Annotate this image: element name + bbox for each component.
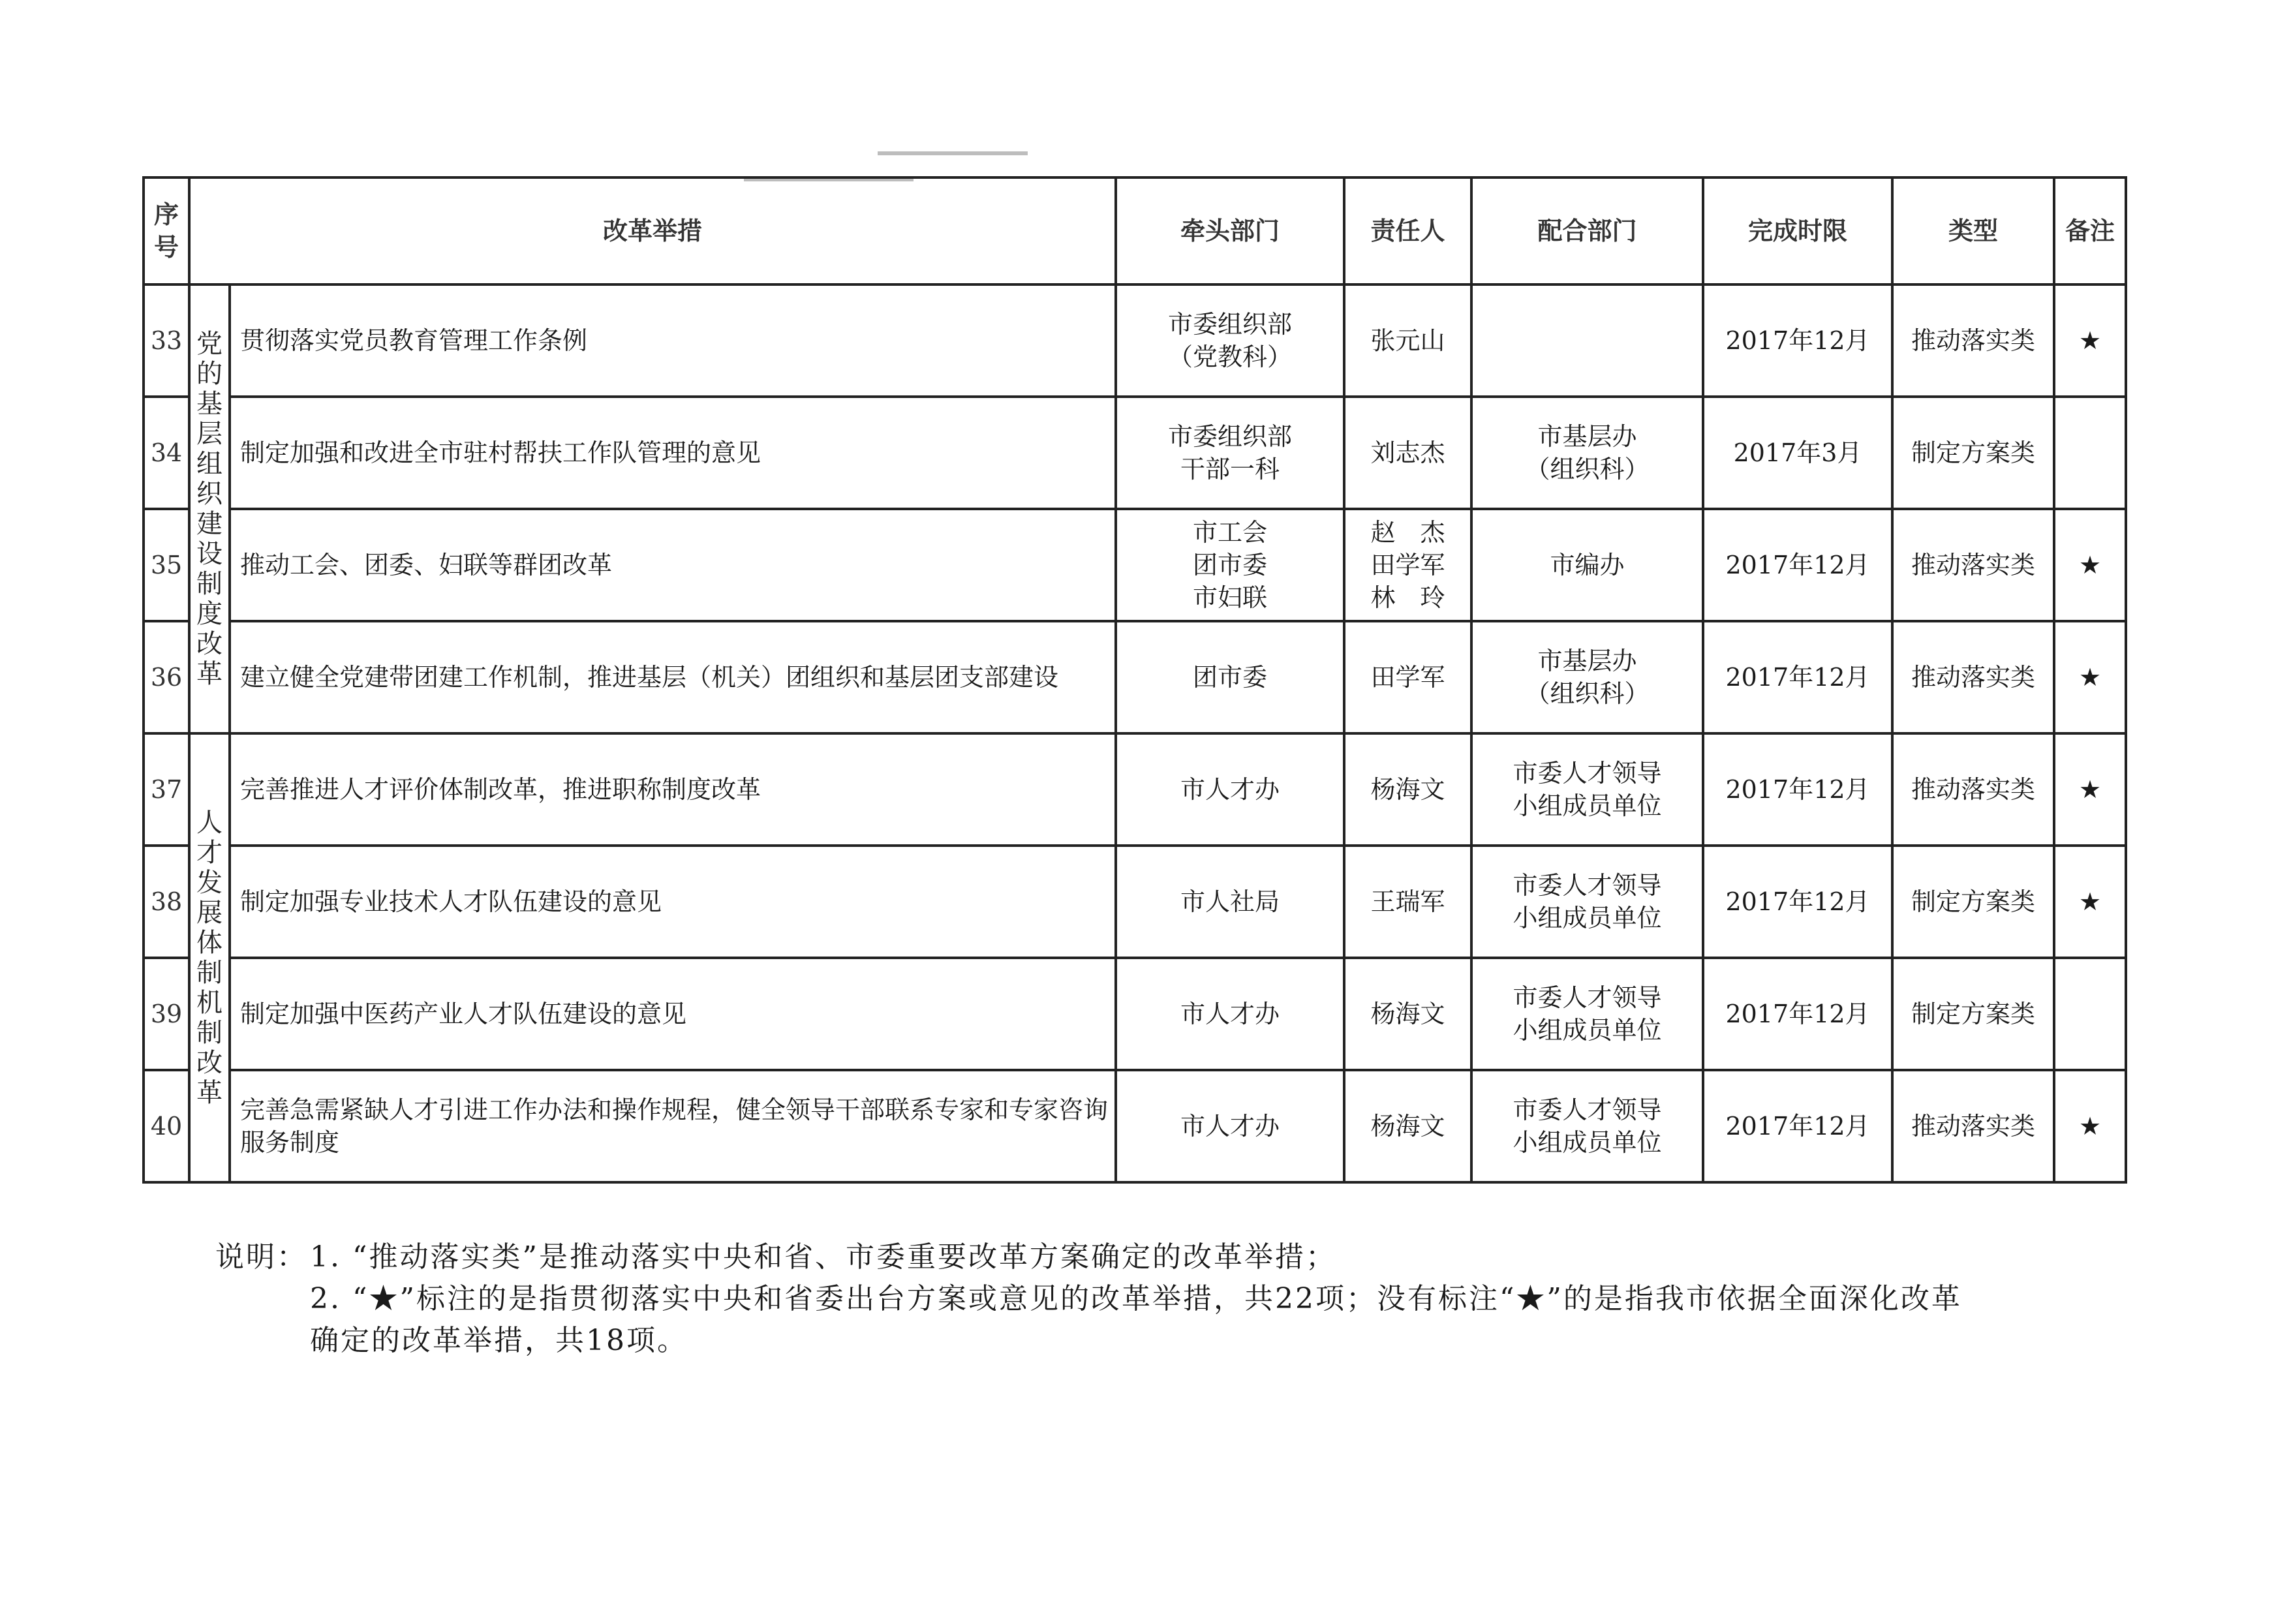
star-mark: ★ [2054, 846, 2126, 958]
row-deadline: 2017年12月 [1703, 509, 1892, 621]
row-lead-dept: 市人才办 [1116, 958, 1344, 1070]
row-lead-dept: 团市委 [1116, 621, 1344, 733]
row-seq: 39 [144, 958, 189, 1070]
row-lead-dept: 市人社局 [1116, 846, 1344, 958]
row-lead-dept: 市工会 团市委 市妇联 [1116, 509, 1344, 621]
row-seq: 40 [144, 1070, 189, 1182]
row-owner: 王瑞军 [1344, 846, 1471, 958]
header-deadline: 完成时限 [1703, 177, 1892, 284]
table-row [144, 733, 2126, 846]
row-owner: 杨海文 [1344, 958, 1471, 1070]
row-owner: 杨海文 [1344, 1070, 1471, 1182]
row-type: 推动落实类 [1892, 284, 2054, 397]
row-coop-dept: 市委人才领导 小组成员单位 [1471, 846, 1703, 958]
row-owner: 张元山 [1344, 284, 1471, 397]
note-item-1: 1. “推动落实类”是推动落实中央和省、市委重要改革方案确定的改革举措； [310, 1240, 1336, 1274]
star-mark: ★ [2054, 1070, 2126, 1182]
row-measure: 制定加强和改进全市驻村帮扶工作队管理的意见 [230, 397, 1116, 509]
table-row [144, 958, 2126, 1070]
row-coop-dept: 市委人才领导 小组成员单位 [1471, 1070, 1703, 1182]
row-type: 推动落实类 [1892, 509, 2054, 621]
row-coop-dept: 市基层办 （组织科） [1471, 621, 1703, 733]
row-coop-dept: 市委人才领导 小组成员单位 [1471, 958, 1703, 1070]
header-remark: 备注 [2054, 177, 2126, 284]
row-lead-dept: 市委组织部 （党教科） [1116, 284, 1344, 397]
table-row [144, 397, 2126, 509]
notes-label: 说明： [215, 1240, 307, 1274]
row-type: 制定方案类 [1892, 846, 2054, 958]
row-type: 推动落实类 [1892, 621, 2054, 733]
row-coop-dept: 市编办 [1471, 509, 1703, 621]
table-row [144, 621, 2126, 733]
row-measure: 建立健全党建带团建工作机制，推进基层（机关）团组织和基层团支部建设 [230, 621, 1116, 733]
row-type: 推动落实类 [1892, 733, 2054, 846]
row-type: 制定方案类 [1892, 397, 2054, 509]
row-deadline: 2017年12月 [1703, 284, 1892, 397]
row-seq: 35 [144, 509, 189, 621]
reform-measures-table [142, 176, 2127, 1184]
header-type: 类型 [1892, 177, 2054, 284]
header-row [144, 177, 2126, 284]
row-measure: 贯彻落实党员教育管理工作条例 [230, 284, 1116, 397]
row-deadline: 2017年12月 [1703, 733, 1892, 846]
star-mark: ★ [2054, 621, 2126, 733]
row-owner: 刘志杰 [1344, 397, 1471, 509]
row-coop-dept: 市基层办 （组织科） [1471, 397, 1703, 509]
notes-section [215, 1236, 2134, 1362]
row-deadline: 2017年12月 [1703, 621, 1892, 733]
header-lead-dept: 牵头部门 [1116, 177, 1344, 284]
row-type: 制定方案类 [1892, 958, 2054, 1070]
star-mark: ★ [2054, 509, 2126, 621]
row-lead-dept: 市委组织部 干部一科 [1116, 397, 1344, 509]
star-mark [2054, 958, 2126, 1070]
table-row [144, 1070, 2126, 1182]
header-measure: 改革举措 [189, 177, 1116, 284]
note-item-2-line-2: 确定的改革举措，共18项。 [310, 1324, 688, 1357]
star-mark [2054, 397, 2126, 509]
row-coop-dept [1471, 284, 1703, 397]
table-row [144, 846, 2126, 958]
star-mark: ★ [2054, 284, 2126, 397]
row-type: 推动落实类 [1892, 1070, 2054, 1182]
row-lead-dept: 市人才办 [1116, 1070, 1344, 1182]
note-item-2-line-1: 2. “★”标注的是指贯彻落实中央和省委出台方案或意见的改革举措，共22项；没有标注“★”的是指我市依据全面深化改革 [310, 1282, 1962, 1315]
table-row [144, 284, 2126, 397]
row-coop-dept: 市委人才领导 小组成员单位 [1471, 733, 1703, 846]
row-deadline: 2017年12月 [1703, 958, 1892, 1070]
row-lead-dept: 市人才办 [1116, 733, 1344, 846]
row-deadline: 2017年12月 [1703, 1070, 1892, 1182]
category-talent-development: 人才发展体制机制改革 [189, 733, 230, 1182]
star-mark: ★ [2054, 733, 2126, 846]
scan-artifact [878, 151, 1028, 155]
row-seq: 34 [144, 397, 189, 509]
header-coop-dept: 配合部门 [1471, 177, 1703, 284]
header-seq: 序号 [144, 177, 189, 284]
row-deadline: 2017年12月 [1703, 846, 1892, 958]
row-measure: 完善急需紧缺人才引进工作办法和操作规程，健全领导干部联系专家和专家咨询服务制度 [230, 1070, 1116, 1182]
row-owner: 杨海文 [1344, 733, 1471, 846]
table-row [144, 509, 2126, 621]
row-measure: 推动工会、团委、妇联等群团改革 [230, 509, 1116, 621]
row-measure: 制定加强专业技术人才队伍建设的意见 [230, 846, 1116, 958]
row-seq: 38 [144, 846, 189, 958]
header-owner: 责任人 [1344, 177, 1471, 284]
row-owner: 田学军 [1344, 621, 1471, 733]
row-owner: 赵 杰 田学军 林 玲 [1344, 509, 1471, 621]
row-measure: 制定加强中医药产业人才队伍建设的意见 [230, 958, 1116, 1070]
row-seq: 36 [144, 621, 189, 733]
row-seq: 37 [144, 733, 189, 846]
row-deadline: 2017年3月 [1703, 397, 1892, 509]
row-seq: 33 [144, 284, 189, 397]
category-party-building: 党的基层组织建设制度改革 [189, 284, 230, 733]
row-measure: 完善推进人才评价体制改革，推进职称制度改革 [230, 733, 1116, 846]
